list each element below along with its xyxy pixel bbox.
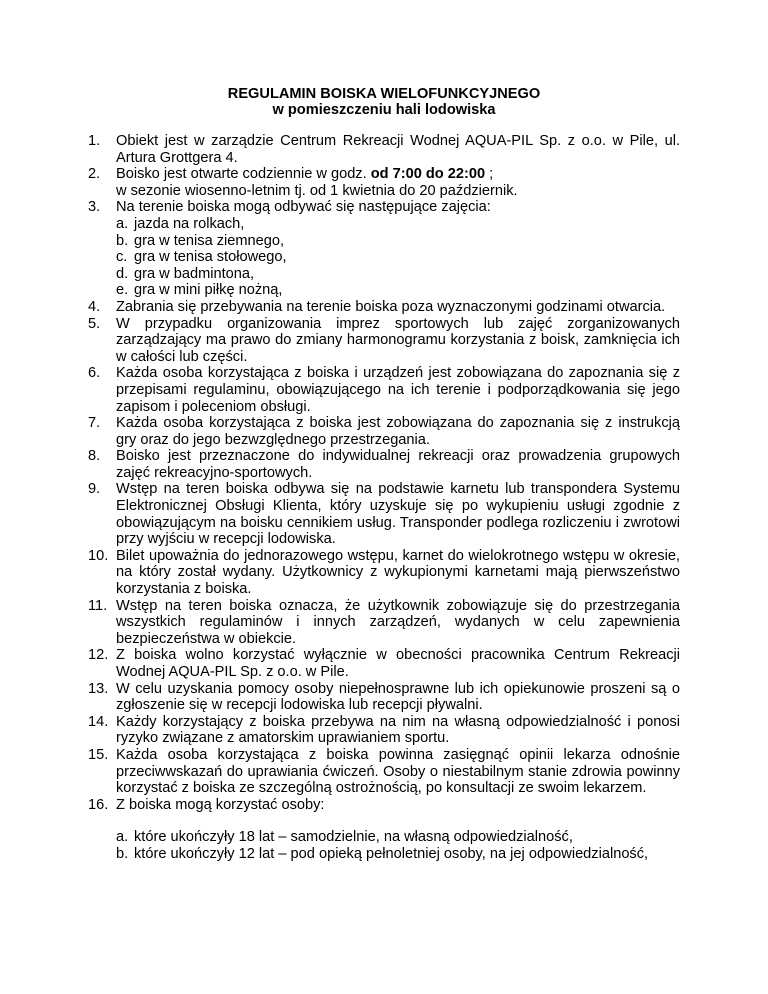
rule-text: Na terenie boiska mogą odbywać się następujące zajęcia: [116,199,491,216]
rule-text: Z boiska wolno korzystać wyłącznie w obecności pracownika Centrum Rekreacji Wodnej AQUA-PIL Sp. z o.o. w Pile. [116,647,680,680]
activity-text: jazda na rolkach, [134,215,245,232]
rule-item [88,199,680,299]
rule-item [88,365,680,415]
rule-number: 11. [88,597,108,614]
activity-item [116,249,680,266]
rule-item [88,448,680,481]
activity-letter: d. [116,265,129,282]
rule-number: 16. [88,796,109,813]
rule-number: 15. [88,746,109,763]
rule-number: 4. [88,298,101,315]
activity-text: gra w tenisa ziemnego, [134,232,285,249]
document-subtitle: w pomieszczeniu hali lodowiska [272,102,496,118]
activity-letter: c. [116,249,128,266]
person-letter: b. [116,845,129,862]
rule-item [88,548,680,598]
rule-item [88,166,680,199]
document-title: REGULAMIN BOISKA WIELOFUNKCYJNEGO [227,86,541,102]
persons-list [88,829,680,862]
activity-letter: a. [116,215,129,232]
rule-item [88,681,680,714]
rule-text: Każda osoba korzystająca z boiska i urządzeń jest zobowiązana do zapoznania się z przepisami regulaminu, obowiązującego na ich terenie i podporządkowania się jego zapisom i poleceniom obsługi. [116,365,680,415]
activity-letter: e. [116,282,129,299]
rule-text: W przypadku organizowania imprez sportowych lub zajęć zorganizowanych zarządzający ma prawo do zmiany harmonogramu korzystania z boisk, zamknięcia ich w całości lub części. [116,315,680,365]
rules-list [88,133,680,863]
rule-item [88,133,680,166]
rule-text: Z boiska mogą korzystać osoby: [116,796,325,813]
rule-number: 9. [88,481,101,498]
rule-number: 14. [88,713,109,730]
rule-number: 6. [88,365,101,382]
activity-item [116,233,680,250]
rule-text: Boisko jest przeznaczone do indywidualnej rekreacji oraz prowadzenia grupowych zajęć rekreacyjno-sportowych. [116,448,680,481]
person-item [116,829,680,846]
rule-item [88,714,680,747]
rule-text-pre: Boisko jest otwarte codziennie w godz. [116,166,371,183]
person-letter: a. [116,829,129,846]
rule-item [88,647,680,680]
rule-number: 3. [88,199,101,216]
rule-text: Każda osoba korzystająca z boiska powinna zasięgnąć opinii lekarza odnośnie przeciwwskazań do uprawiania ćwiczeń. Osoby o niestabilnym stanie zdrowia powinny korzystać z boiska ze szczególną ostrożnością, po konsultacji ze swoim lekarzem. [116,746,680,797]
rule-number: 1. [88,133,101,149]
rule-text: Obiekt jest w zarządzie Centrum Rekreacji Wodnej AQUA-PIL Sp. z o.o. w Pile, ul. Artura Grottgera 4. [116,133,680,166]
rule-text: Każda osoba korzystająca z boiska jest zobowiązana do zapoznania się z instrukcją gry oraz do jego bezwzględnego przestrzegania. [116,415,680,448]
opening-hours: od 7:00 do 22:00 [370,166,486,183]
rule-item [88,316,680,366]
rule-number: 7. [88,415,101,432]
rule-number: 13. [88,680,109,697]
person-text: które ukończyły 18 lat – samodzielnie, na własną odpowiedzialność, [134,829,573,846]
rule-text: Bilet upoważnia do jednorazowego wstępu, karnet do wielokrotnego wstępu w okresie, na który został wydany. Użytkownicy z wykupionymi karnetami mają pierwszeństwo korzystania z boiska. [116,547,680,598]
rule-number: 12. [88,647,109,664]
rule-text: Wstęp na teren boiska odbywa się na podstawie karnetu lub transpondera Systemu Elektronicznej Obsługi Klienta, który uzyskuje się po wykupieniu usługi zgodnie z obowiązującym na boisku cennikiem usług. Transponder podlega rozliczeniu i zwrotowi przy wyjściu w recepcji lodowiska. [116,481,680,548]
person-item [116,846,680,863]
activity-text: gra w tenisa stołowego, [134,249,287,266]
rule-item [88,299,680,316]
rule-number: 2. [88,166,101,183]
activity-text: gra w mini piłkę nożną, [134,282,283,299]
rule-text: Wstęp na teren boiska oznacza, że użytkownik zobowiązuje się do przestrzegania wszystkich regulaminów i innych zarządzeń, wydanych w celu zapewnienia bezpieczeństwa w obiekcie. [116,597,680,647]
rule-number: 8. [88,448,101,465]
rule-item [88,415,680,448]
activity-text: gra w badmintona, [134,265,255,282]
rule-text: W celu uzyskania pomocy osoby niepełnosprawne lub ich opiekunowie proszeni są o zgłoszenie się w recepcji lodowiska lub recepcji pływalni. [116,680,680,714]
rule-text-post: ; [485,166,494,183]
rule-number: 10. [88,547,109,564]
rule-text: Zabrania się przebywania na terenie boiska poza wyznaczonymi godzinami otwarcia. [116,298,666,315]
rule-item [88,747,680,797]
rule-item [88,797,680,814]
spacer [88,813,680,829]
season-note: w sezonie wiosenno-letnim tj. od 1 kwietnia do 20 październik. [116,182,518,199]
activity-item [116,216,680,233]
activity-item [116,282,680,299]
rule-item [88,481,680,547]
activity-item [116,266,680,283]
rule-number: 5. [88,315,101,332]
rule-item [88,598,680,648]
activity-letter: b. [116,232,129,249]
rule-text: Każdy korzystający z boiska przebywa na nim na własną odpowiedzialność i ponosi ryzyko związane z amatorskim uprawianiem sportu. [116,713,680,747]
person-text: które ukończyły 12 lat – pod opieką pełnoletniej osoby, na jej odpowiedzialność, [134,845,649,862]
